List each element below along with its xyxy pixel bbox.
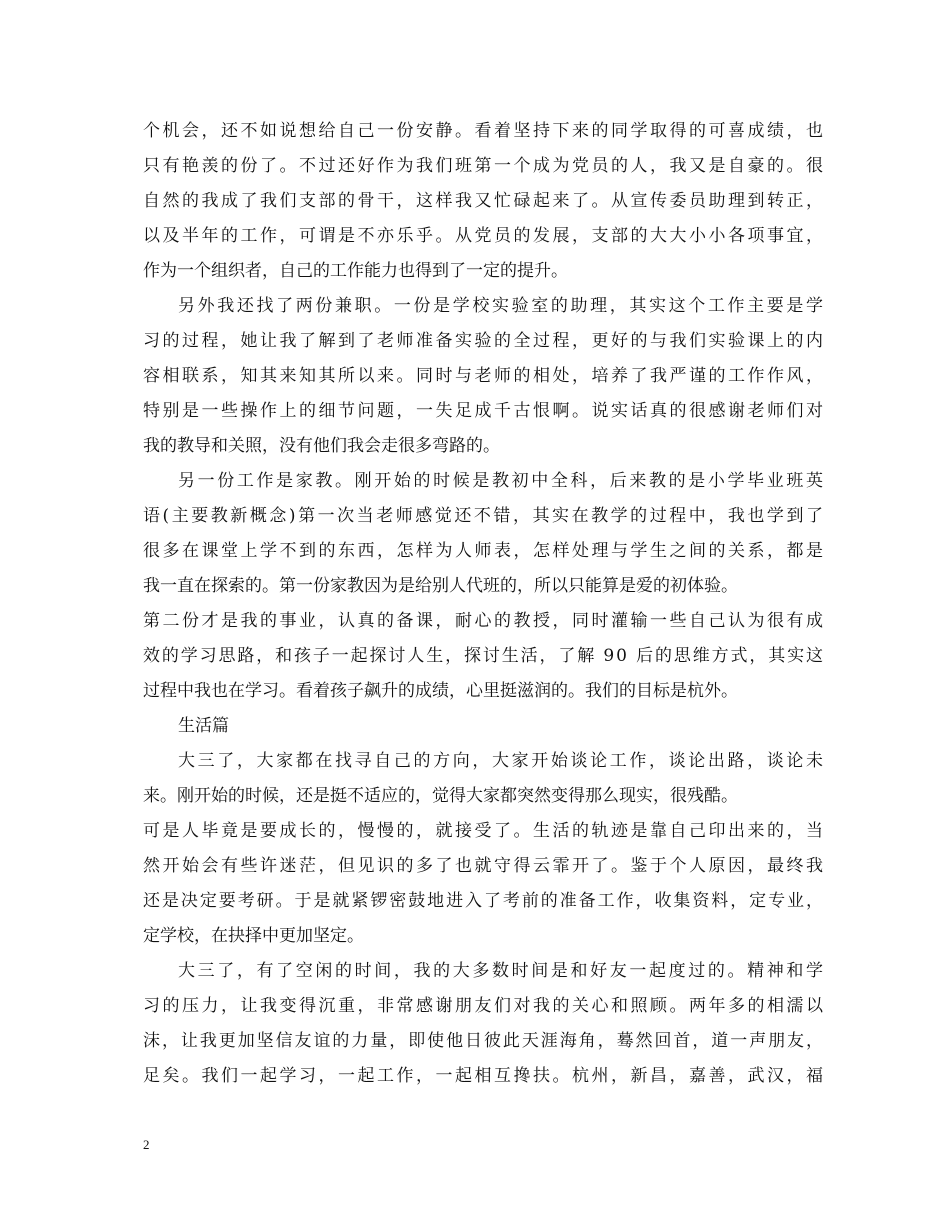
text-line: 特别是一些操作上的细节问题，一失足成千古恨啊。说实话真的很感谢老师们对 xyxy=(143,401,826,421)
body-text xyxy=(143,114,826,1094)
text-line: 以及半年的工作，可谓是不亦乐乎。从党员的发展，支部的大大小小各项事宜， xyxy=(143,226,826,246)
text-line: 自然的我成了我们支部的骨干，这样我又忙碌起来了。从宣传委员助理到转正， xyxy=(143,191,826,211)
text-line: 很多在课堂上学不到的东西，怎样为人师表，怎样处理与学生之间的关系，都是 xyxy=(143,541,826,561)
text-line: 容相联系，知其来知其所以来。同时与老师的相处，培养了我严谨的工作作风， xyxy=(143,366,826,386)
text-line: 沫，让我更加坚信友谊的力量，即使他日彼此天涯海角，蓦然回首，道一声朋友， xyxy=(143,1031,825,1051)
text-line: 足矣。我们一起学习，一起工作，一起相互搀扶。杭州，新昌，嘉善，武汉，福 xyxy=(143,1066,826,1086)
page-number: 2 xyxy=(143,1137,150,1152)
text-line: 生活篇 xyxy=(178,716,229,736)
text-line: 还是决定要考研。于是就紧锣密鼓地进入了考前的准备工作，收集资料，定专业， xyxy=(143,891,825,911)
text-line: 过程中我也在学习。看着孩子飙升的成绩，心里挺滋润的。我们的目标是杭外。 xyxy=(143,681,738,701)
text-line: 我的教导和关照，没有他们我会走很多弯路的。 xyxy=(143,436,500,456)
text-line: 另一份工作是家教。刚开始的时候是教初中全科，后来教的是小学毕业班英 xyxy=(178,471,826,491)
text-line: 语(主要教新概念)第一次当老师感觉还不错，其实在教学的过程中，我也学到了 xyxy=(143,506,826,526)
text-line: 个机会，还不如说想给自己一份安静。看着坚持下来的同学取得的可喜成绩，也 xyxy=(143,121,826,141)
text-line: 只有艳羡的份了。不过还好作为我们班第一个成为党员的人，我又是自豪的。很 xyxy=(143,156,826,176)
text-line: 我一直在探索的。第一份家教因为是给别人代班的，所以只能算是爱的初体验。 xyxy=(143,576,738,596)
text-line: 效的学习思路，和孩子一起探讨人生，探讨生活，了解 90 后的思维方式，其实这 xyxy=(143,646,825,666)
text-line: 然开始会有些许迷茫，但见识的多了也就守得云霏开了。鉴于个人原因，最终我 xyxy=(143,856,826,876)
text-line: 习的过程，她让我了解到了老师准备实验的全过程，更好的与我们实验课上的内 xyxy=(143,331,826,351)
text-line: 第二份才是我的事业，认真的备课，耐心的教授，同时灌输一些自己认为很有成 xyxy=(143,611,826,631)
text-line: 作为一个组织者，自己的工作能力也得到了一定的提升。 xyxy=(143,261,568,281)
text-line: 习的压力，让我变得沉重，非常感谢朋友们对我的关心和照顾。两年多的相濡以 xyxy=(143,996,826,1016)
text-line: 可是人毕竟是要成长的，慢慢的，就接受了。生活的轨迹是靠自己印出来的，当 xyxy=(143,821,826,841)
text-line: 大三了，有了空闲的时间，我的大多数时间是和好友一起度过的。精神和学 xyxy=(178,961,826,981)
text-line: 定学校，在抉择中更加坚定。 xyxy=(143,926,364,946)
text-line: 另外我还找了两份兼职。一份是学校实验室的助理，其实这个工作主要是学 xyxy=(178,296,826,316)
text-line: 大三了，大家都在找寻自己的方向，大家开始谈论工作，谈论出路，谈论未 xyxy=(178,751,826,771)
text-line: 来。刚开始的时候，还是挺不适应的，觉得大家都突然变得那么现实，很残酷。 xyxy=(143,786,738,806)
